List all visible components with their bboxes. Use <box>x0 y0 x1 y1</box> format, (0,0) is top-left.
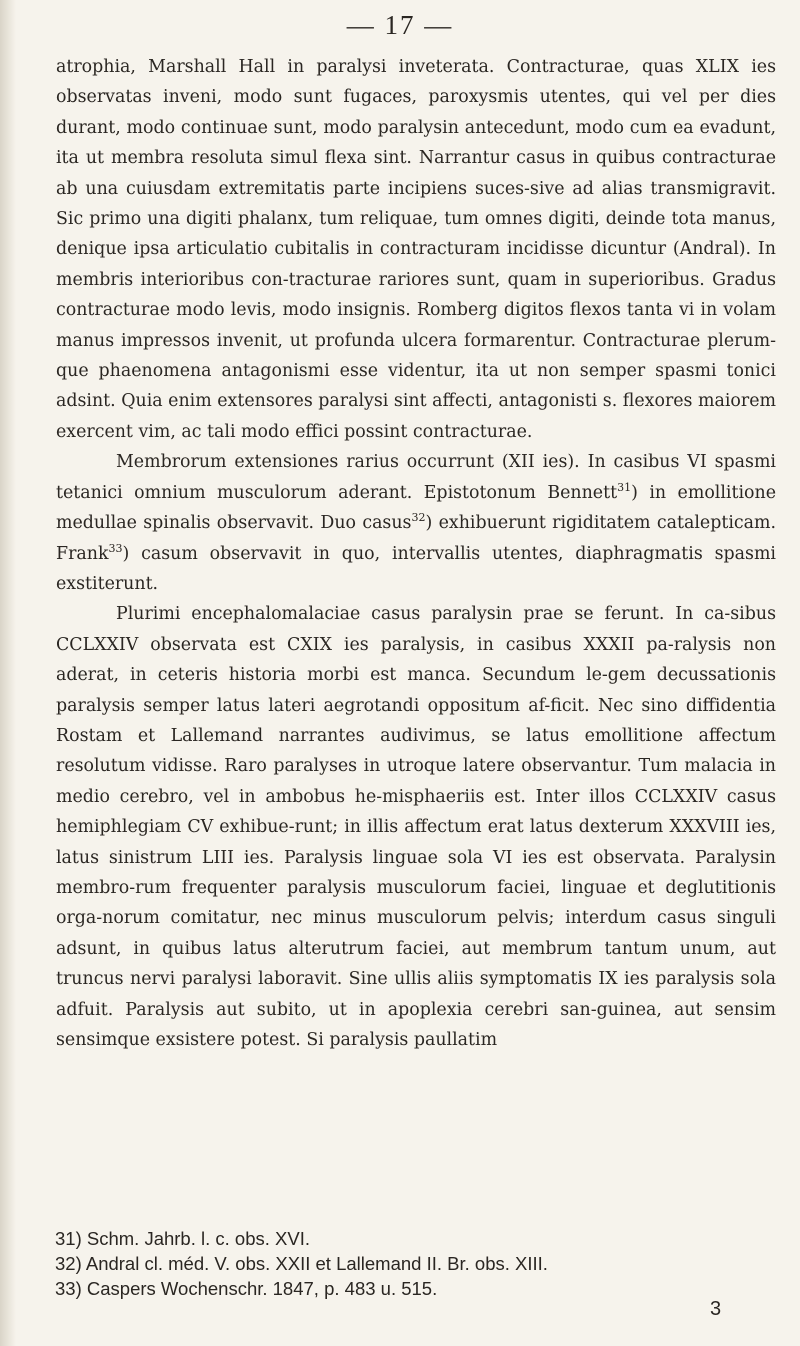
footnote-33: 33) Caspers Wochenschr. 1847, p. 483 u. 515. <box>55 1278 438 1299</box>
footnote-ref-33[interactable]: 33 <box>108 541 123 555</box>
page-binding-edge <box>0 0 16 1346</box>
paragraph-2-part-2: ) in emollitione medullae spinalis observavit. Duo casus <box>56 482 776 534</box>
page-header: — 17 — <box>346 10 454 40</box>
paragraph-2-part-4: ) casum observavit in quo, intervallis utentes, diaphragmatis spasmi exstiterunt. <box>56 543 776 594</box>
main-text <box>56 52 776 1055</box>
signature-mark: 3 <box>710 1298 722 1320</box>
footnote-32: 32) Andral cl. méd. V. obs. XXII et Lallemand II. Br. obs. XIII. <box>55 1253 548 1274</box>
footnote-ref-31[interactable]: 31 <box>617 480 632 494</box>
paragraph-2-part-1: Membrorum extensiones rarius occurrunt (XII ies). In casibus VI spasmi tetanici omnium musculorum aderant. Epistotonum Bennett <box>56 452 776 503</box>
footnotes <box>55 1226 775 1301</box>
footnote-31: 31) Schm. Jahrb. l. c. obs. XVI. <box>55 1228 310 1249</box>
paragraph-2 <box>56 447 776 599</box>
paragraph-1: atrophia, Marshall Hall in paralysi inveterata. Contracturae, quas XLIX ies observatas inveni, modo sunt fugaces, paroxysmis utentes, qui vel per dies durant, modo continuae sunt, modo paralysin antecedunt, modo cum ea evadunt, ita ut membra resoluta simul flexa sint. Narrantur casus in quibus contracturae ab una cuiusdam extremitatis parte incipiens suces-sive ad alias transmigravit. Sic primo una digiti phalanx, tum reliquae, tum omnes digiti, deinde tota manus, denique ipsa articulatio cubitalis in contracturam incidisse dicuntur (Andral). In membris interioribus con-tracturae rariores sunt, quam in superioribus. Gradus contracturae modo levis, modo insignis. Romberg digitos flexos tanta vi in volam manus impressos invenit, ut profunda ulcera formarentur. Contracturae plerum-que phaenomena antagonismi esse videntur, ita ut non semper spasmi tonici adsint. Quia enim extensores paralysi sint affecti, antagonisti s. flexores maiorem exercent vim, ac tali modo effici possint contracturae. <box>56 57 776 442</box>
paragraph-3: Plurimi encephalomalaciae casus paralysin prae se ferunt. In ca-sibus CCLXXIV observata est CXIX ies paralysis, in casibus XXXII pa-ralysis non aderat, in ceteris historia morbi est manca. Secundum le-gem decussationis paralysis semper latus lateri aegrotandi oppositum af-ficit. Nec sino diffidentia Rostam et Lallemand narrantes audivimus, se latus emollitione affectum resolutum vidisse. Raro paralyses in utroque latere observantur. Tum malacia in medio cerebro, vel in ambobus he-misphaeriis est. Inter illos CCLXXIV casus hemiphlegiam CV exhibue-runt; in illis affectum erat latus dexterum XXXVIII ies, latus sinistrum LIII ies. Paralysis linguae sola VI ies est observata. Paralysin membro-rum frequenter paralysis musculorum faciei, linguae et deglutitionis orga-norum comitatur, nec minus musculorum pelvis; interdum casus singuli adsunt, in quibus latus alterutrum faciei, aut membrum tantum unum, aut truncus nervi paralysi laboravit. Sine ullis aliis symptomatis IX ies paralysis sola adfuit. Paralysis aut subito, ut in apoplexia cerebri san-guinea, aut sensim sensimque exsistere potest. Si paralysis paullatim <box>56 604 776 1050</box>
paragraph-2-part-3: ) exhibuerunt rigiditatem catalepticam. Frank <box>56 513 777 564</box>
footnote-ref-32[interactable]: 32 <box>411 511 426 525</box>
